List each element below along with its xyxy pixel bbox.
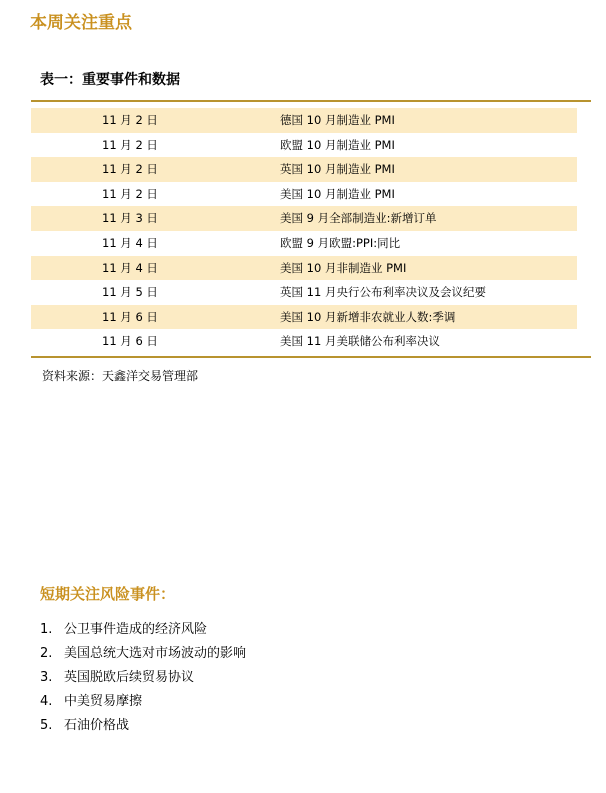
list-item-number: 1.: [40, 622, 53, 637]
risk-list: [40, 618, 246, 738]
list-item: [40, 666, 246, 690]
row-event: 欧盟 9 月欧盟:PPI:同比: [280, 235, 401, 250]
list-item-number: 4.: [40, 694, 53, 709]
list-item-text: 公卫事件造成的经济风险: [64, 622, 208, 637]
row-event: 美国 10 月新增非农就业人数:季调: [280, 309, 456, 324]
list-item-text: 石油价格战: [64, 718, 130, 733]
row-event: 英国 11 月央行公布利率决议及会议纪要: [280, 285, 486, 300]
list-item-text: 英国脱欧后续贸易协议: [64, 670, 195, 685]
row-date: 11 月 4 日: [102, 260, 158, 275]
table-row: [31, 206, 577, 231]
row-event: 美国 11 月美联储公布利率决议: [280, 334, 440, 349]
list-item-number: 2.: [40, 646, 53, 661]
list-item-text: 中美贸易摩擦: [64, 694, 143, 709]
row-event: 英国 10 月制造业 PMI: [280, 162, 395, 177]
row-event: 美国 9 月全部制造业:新增订单: [280, 211, 437, 226]
row-event: 欧盟 10 月制造业 PMI: [280, 137, 395, 152]
row-date: 11 月 4 日: [102, 235, 158, 250]
row-date: 11 月 2 日: [102, 162, 158, 177]
list-item-number: 3.: [40, 670, 53, 685]
table-row: [31, 157, 577, 182]
list-item-text: 美国总统大选对市场波动的影响: [64, 646, 247, 661]
row-event: 美国 10 月非制造业 PMI: [280, 260, 407, 275]
list-item: [40, 690, 246, 714]
row-date: 11 月 2 日: [102, 137, 158, 152]
table-caption: 表一：重要事件和数据: [40, 72, 180, 88]
row-event: 美国 10 月制造业 PMI: [280, 186, 395, 201]
list-item-number: 5.: [40, 718, 53, 733]
table-row: [31, 329, 591, 354]
table-bottom-rule: [31, 356, 591, 358]
list-item: [40, 642, 246, 666]
row-date: 11 月 6 日: [102, 309, 158, 324]
row-date: 11 月 2 日: [102, 186, 158, 201]
table-row: [31, 305, 577, 330]
row-date: 11 月 3 日: [102, 211, 158, 226]
table-source-note: 资料来源：天鑫洋交易管理部: [42, 369, 199, 383]
risk-section-title: 短期关注风险事件：: [40, 585, 176, 603]
table-row: [31, 280, 591, 305]
row-event: 德国 10 月制造业 PMI: [280, 113, 395, 127]
row-date: 11 月 2 日: [102, 113, 158, 127]
list-item: [40, 714, 246, 738]
list-item: [40, 618, 246, 642]
table-row: [31, 256, 577, 281]
section-title: 本周关注重点: [30, 13, 132, 33]
table-row: [31, 133, 591, 158]
row-date: 11 月 5 日: [102, 285, 158, 300]
events-table: [31, 100, 591, 358]
table-row: [31, 182, 591, 207]
table-top-rule: [31, 100, 591, 102]
row-date: 11 月 6 日: [102, 334, 158, 349]
table-row: [31, 231, 591, 256]
table-row: [31, 108, 577, 133]
